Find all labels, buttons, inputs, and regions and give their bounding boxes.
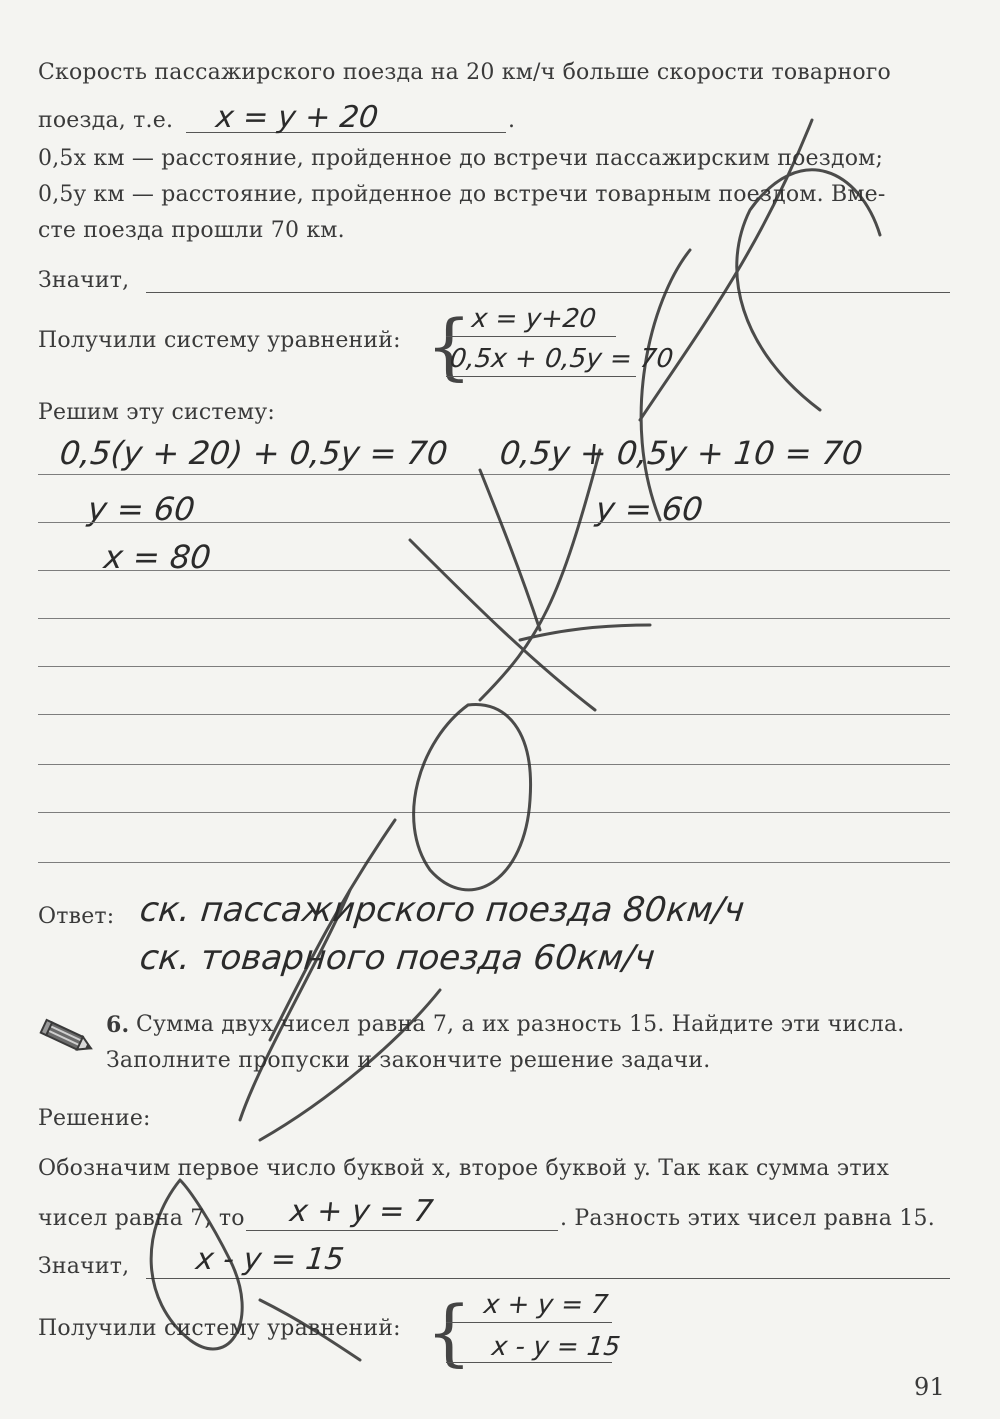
otvet-label: Ответ:: [38, 904, 115, 929]
p1-line5: сте поезда прошли 70 км.: [38, 218, 345, 243]
reshim-label: Решим эту систему:: [38, 400, 276, 425]
p1-line4: 0,5y км — расстояние, пройденное до встречи товарным поездом. Вме-: [38, 182, 886, 207]
system-brace-1: {: [426, 304, 472, 388]
handwritten-fill-2: x + y = 7: [288, 1194, 435, 1229]
system1-eq2: 0,5x + 0,5y = 70: [448, 344, 675, 374]
p1-line3: 0,5x км — расстояние, пройденное до встречи пассажирским поездом;: [38, 146, 884, 171]
handwritten-fill-1: x = y + 20: [214, 100, 380, 135]
p2-line2-end: . Разность этих чисел равна 15.: [560, 1206, 935, 1231]
znachit-label-1: Значит,: [38, 268, 130, 293]
system-label-2: Получили систему уравнений:: [38, 1316, 401, 1341]
answer-line-2: ск. товарного поезда 60км/ч: [137, 938, 657, 978]
handwritten-fill-3: x - y = 15: [194, 1242, 346, 1277]
p2-line1: Обозначим первое число буквой x, второе буквой y. Так как сумма этих: [38, 1156, 890, 1181]
p1-line1: Скорость пассажирского поезда на 20 км/ч больше скорости товарного: [38, 60, 891, 85]
system2-eq1: x + y = 7: [482, 1290, 610, 1320]
system1-eq1: x = y+20: [470, 304, 598, 334]
solution-right-1: 0,5y + 0,5y + 10 = 70: [498, 434, 865, 472]
p2-line2-start: чисел равна 7, то: [38, 1206, 245, 1231]
p1-line2: поезда, т.е.: [38, 108, 174, 133]
page-number: 91: [914, 1373, 945, 1401]
znachit-label-2: Значит,: [38, 1254, 130, 1279]
solution-left-3: x = 80: [102, 538, 213, 576]
solution-left-1: 0,5(y + 20) + 0,5y = 70: [58, 434, 450, 472]
system2-eq2: x - y = 15: [490, 1332, 622, 1362]
answer-line-1: ск. пассажирского поезда 80км/ч: [137, 890, 747, 930]
system-brace-2: {: [426, 1290, 472, 1374]
solution-right-2: y = 60: [594, 490, 705, 528]
task6-line1: Сумма двух чисел равна 7, а их разность 15. Найдите эти числа.: [136, 1012, 905, 1037]
task6-line2: Заполните пропуски и закончите решение задачи.: [106, 1048, 711, 1073]
p1-line2-end: .: [508, 108, 516, 133]
reshenie-label: Решение:: [38, 1106, 151, 1131]
solution-left-2: y = 60: [86, 490, 197, 528]
system-label-1: Получили систему уравнений:: [38, 328, 401, 353]
task6-number: 6.: [106, 1012, 130, 1038]
